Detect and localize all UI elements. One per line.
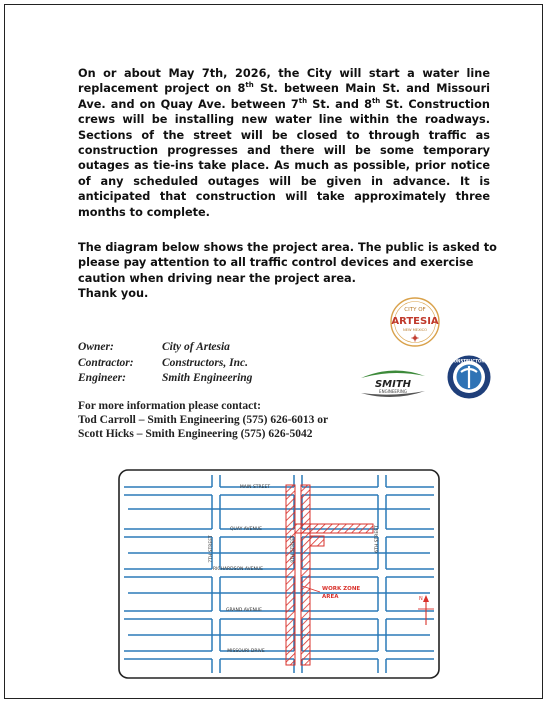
svg-text:ENGINEERING: ENGINEERING	[379, 389, 407, 394]
work-zone-quay-south	[310, 536, 324, 546]
work-zone-quay-north	[295, 524, 373, 533]
instructions-paragraph	[78, 240, 498, 302]
role-engineer	[78, 371, 252, 387]
contact-info	[78, 399, 328, 441]
notice-paragraph: On or about May 7th, 2026, the City will start a water line replacement project on 8th St. between Main St. and Missouri Ave. and on Quay Ave. between 7th St. and 8th St. Construction crews will be installing new water line within the roadways. Sections of the street will be closed to through traffic as construction progresses and there will be some temporary outages as tie-ins take place. As much as possible, prior notice of any scheduled outages will be given in advance. It is anticipated that construction will take approximately three months to complete.	[78, 67, 491, 219]
svg-text:CITY OF: CITY OF	[404, 307, 426, 313]
role-value: Constructors, Inc.	[162, 356, 248, 369]
thanks-text: Thank you.	[78, 287, 149, 301]
svg-text:N: N	[419, 596, 423, 602]
role-label: Contractor:	[78, 356, 134, 369]
constructors-inc-logo	[446, 354, 492, 400]
role-contractor	[78, 356, 252, 372]
map-label-grand-avenue: GRAND AVENUE	[226, 608, 262, 613]
smith-engineering-logo	[358, 366, 428, 400]
map-label-main-street: MAIN STREET	[239, 485, 271, 490]
role-label: Owner:	[78, 341, 114, 353]
role-value: City of Artesia	[162, 341, 230, 353]
project-roles	[78, 340, 252, 387]
svg-text:SMITH: SMITH	[374, 379, 412, 390]
work-zone-label: WORK ZONE	[322, 586, 361, 592]
city-of-artesia-logo	[389, 296, 441, 348]
svg-text:CONSTRUCTORS: CONSTRUCTORS	[450, 358, 488, 364]
work-zone-label-line2: AREA	[322, 594, 339, 600]
map-label-6th-street: 6TH STREET	[375, 525, 380, 553]
role-label: Engineer:	[78, 372, 126, 384]
map-label-missouri-drive: MISSOURI DRIVE	[227, 649, 265, 654]
contact-line-2: Scott Hicks – Smith Engineering (575) 626-5042	[78, 428, 313, 440]
role-value: Smith Engineering	[162, 372, 253, 384]
map-label-8th-street: 8TH STREET	[291, 535, 296, 563]
work-zone-8th-street-east	[301, 485, 310, 665]
map-border	[119, 470, 439, 678]
svg-text:ARTESIA: ARTESIA	[391, 316, 439, 327]
project-area-map	[118, 469, 440, 679]
map-label-richardson-avenue: RICHARDSON AVENUE	[212, 567, 264, 572]
instructions-text: The diagram below shows the project area. The public is asked to please pay attention to all traffic control devices and exercise caution when driving near the project area.	[78, 241, 497, 285]
contact-line-1: Tod Carroll – Smith Engineering (575) 626-6013 or	[78, 414, 329, 426]
map-label-quay-avenue: QUAY AVENUE	[230, 527, 262, 532]
work-zone-8th-street-west	[286, 485, 295, 665]
role-owner	[78, 340, 252, 356]
contact-heading: For more information please contact:	[78, 400, 261, 412]
svg-text:NEW MEXICO: NEW MEXICO	[403, 328, 427, 332]
map-label-7th-street: 7TH STREET	[209, 535, 214, 563]
